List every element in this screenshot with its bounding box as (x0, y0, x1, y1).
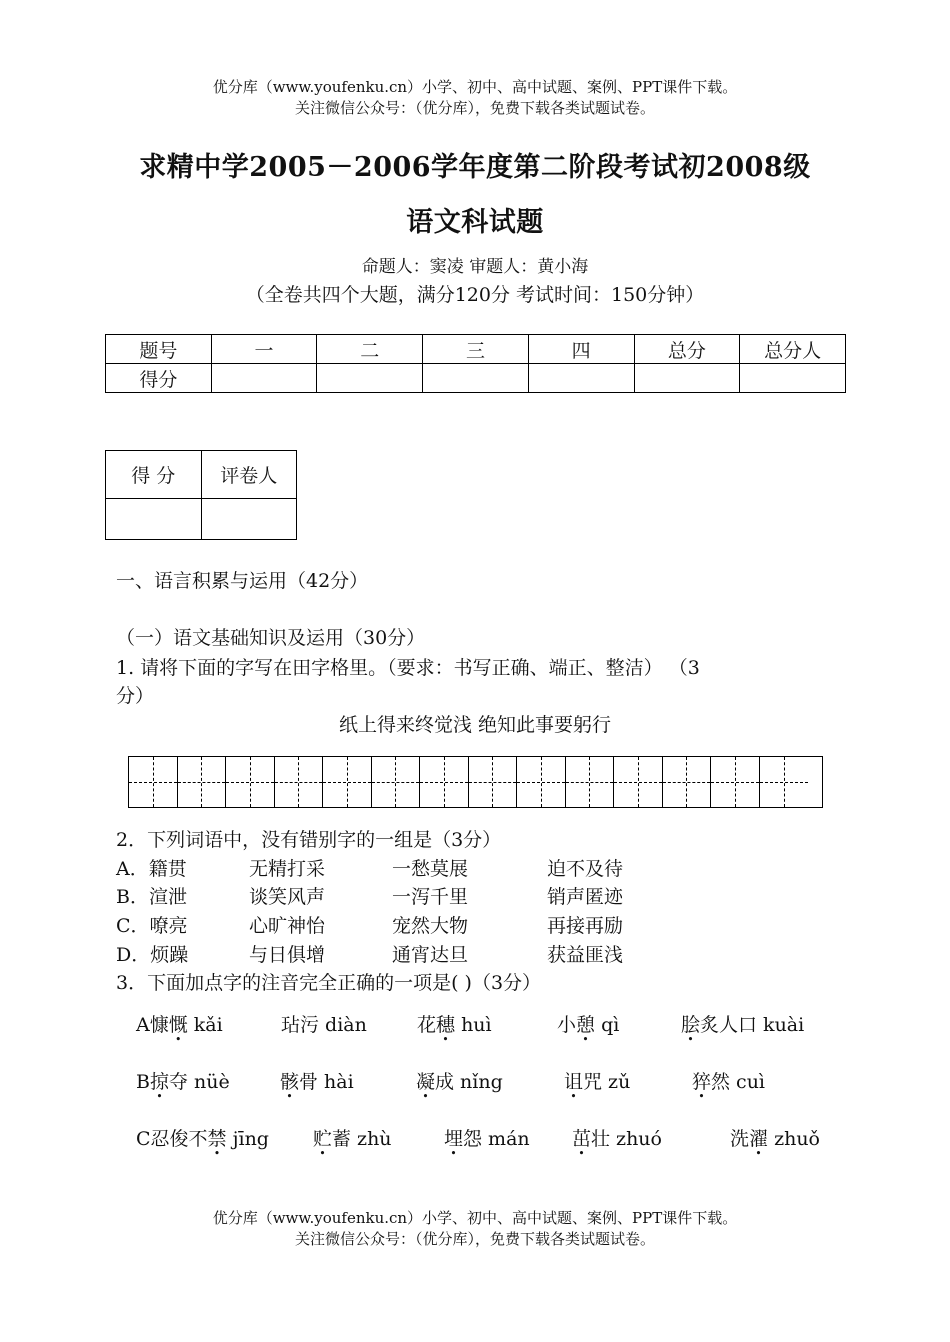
grader-table (105, 450, 297, 540)
q2-option-word: 迫不及待 (547, 858, 624, 880)
score-cell[interactable] (317, 364, 423, 393)
q2-option-word: 宠然大物 (392, 915, 469, 937)
grid-cell[interactable] (663, 757, 712, 807)
score-cell[interactable] (740, 364, 846, 393)
grid-cell[interactable] (469, 757, 518, 807)
item-text: 花 (417, 1014, 437, 1036)
q3-option-b (0, 1067, 950, 1097)
question-1-line-2: 分） (116, 685, 155, 707)
exam-title-line-2: 语文科试题 (406, 207, 544, 238)
score-table-header: 二 (317, 335, 423, 364)
q3-option-c (0, 1124, 950, 1154)
section-1-heading: 一、语言积累与运用（42分） (116, 570, 369, 592)
score-table-header: 四 (528, 335, 634, 364)
dotted-char: 埋 (444, 1128, 464, 1150)
q3-item (557, 1010, 619, 1037)
item-pinyin: qì (595, 1014, 620, 1036)
q2-option-b (116, 883, 623, 911)
item-pinyin: 炙人口 kuài (700, 1014, 805, 1036)
grid-cell[interactable] (711, 757, 760, 807)
subsection-1-heading: （一）语文基础知识及运用（30分） (116, 627, 426, 649)
dotted-char: 掠 (149, 1071, 169, 1093)
grid-cell[interactable] (517, 757, 566, 807)
q2-option-word: 通宵达旦 (392, 944, 469, 966)
q2-option-c (116, 912, 623, 940)
score-table-score-row (106, 364, 846, 393)
score-cell[interactable] (423, 364, 529, 393)
grid-cell[interactable] (323, 757, 372, 807)
dotted-char: 凝 (416, 1071, 436, 1093)
dotted-char: 茁 (572, 1128, 592, 1150)
q3-item (730, 1124, 820, 1151)
item-pinyin: huì (455, 1014, 492, 1036)
q3-item (280, 1067, 354, 1094)
q2-option-word: 无精打采 (249, 858, 326, 880)
dotted-char: 憩 (576, 1014, 596, 1036)
item-text: 玷污 (281, 1014, 326, 1036)
header-line-1: 优分库（www.youfenku.cn）小学、初中、高中试题、案例、PPT课件下载。 (212, 78, 738, 96)
item-pinyin: 咒 zǔ (583, 1071, 631, 1093)
score-table-header: 三 (423, 335, 529, 364)
q3-item (416, 1067, 503, 1094)
dotted-char: 濯 (749, 1128, 769, 1150)
item-pinyin: 骨 hài (299, 1071, 354, 1093)
q3-item (281, 1010, 367, 1037)
score-row-label: 得分 (106, 364, 212, 393)
q2-option-word: 销声匿迹 (547, 886, 624, 908)
score-table (105, 334, 846, 393)
item-pinyin: 壮 zhuó (591, 1128, 662, 1150)
grid-cell[interactable] (372, 757, 421, 807)
exam-info: （全卷共四个大题，满分120分 考试时间：150分钟） (245, 284, 705, 306)
score-table-header: 总分人 (740, 335, 846, 364)
q2-option-d (116, 941, 623, 969)
q2-option-word: 一泻千里 (392, 886, 469, 908)
item-pinyin: 夺 nüè (168, 1071, 230, 1093)
q3-item (681, 1010, 804, 1037)
tianzige-grid[interactable] (128, 756, 823, 808)
grid-cell[interactable] (275, 757, 324, 807)
q3-item (417, 1010, 492, 1037)
item-pinyin: zhuǒ (768, 1128, 820, 1150)
q2-option-word: 谈笑风声 (249, 886, 326, 908)
score-cell[interactable] (211, 364, 317, 393)
score-cell[interactable] (528, 364, 634, 393)
q3-item (313, 1124, 392, 1151)
q2-option-word: C．嘹亮 (116, 915, 188, 937)
item-pinyin: diàn (325, 1014, 367, 1036)
grid-cell[interactable] (129, 757, 178, 807)
item-pinyin: kǎi (187, 1014, 223, 1036)
dotted-char: 诅 (564, 1071, 584, 1093)
header-line-2: 关注微信公众号：（优分库），免费下载各类试题试卷。 (294, 99, 655, 117)
q3-item (692, 1067, 765, 1094)
dotted-char: 慨 (168, 1014, 188, 1036)
grid-cell[interactable] (178, 757, 227, 807)
dotted-char: 禁 (207, 1128, 227, 1150)
q3-item (564, 1067, 630, 1094)
item-pinyin: 然 cuì (711, 1071, 766, 1093)
q3-item (444, 1124, 530, 1151)
item-text: C忍俊不 (136, 1128, 208, 1150)
question-2: 2．下列词语中，没有错别字的一组是（3分） (116, 829, 502, 851)
item-text: 小 (557, 1014, 577, 1036)
q2-option-word: B．渲泄 (116, 886, 187, 908)
q2-option-word: D．烦躁 (116, 944, 189, 966)
q3-item (572, 1124, 662, 1151)
score-table-header: 总分 (634, 335, 740, 364)
grid-cell[interactable] (614, 757, 663, 807)
item-pinyin: 蓄 zhù (332, 1128, 392, 1150)
q2-option-a (116, 855, 623, 883)
item-pinyin: 怨 mán (463, 1128, 530, 1150)
dotted-char: 骸 (280, 1071, 300, 1093)
score-table-header-row (106, 335, 846, 364)
grid-cell[interactable] (566, 757, 615, 807)
question-1-line-1: 1. 请将下面的字写在田字格里。（要求：书写正确、端正、整洁） （3 (116, 657, 700, 679)
score-cell[interactable] (634, 364, 740, 393)
item-text: 洗 (730, 1128, 750, 1150)
question-1-text: 纸上得来终觉浅 绝知此事要躬行 (338, 714, 612, 736)
q3-item (136, 1067, 230, 1094)
q2-option-word: 再接再励 (547, 915, 624, 937)
item-pinyin: jīng (226, 1128, 269, 1150)
q2-option-word: 一愁莫展 (392, 858, 469, 880)
grader-name-cell[interactable] (201, 499, 297, 540)
grid-cell[interactable] (760, 757, 809, 807)
q2-option-word: A．籍贯 (116, 858, 187, 880)
q2-option-word: 获益匪浅 (547, 944, 624, 966)
exam-title-line-1: 求精中学2005－2006学年度第二阶段考试初2008级 (139, 152, 811, 183)
item-text: A慷 (136, 1014, 169, 1036)
q2-option-word: 与日俱增 (249, 944, 326, 966)
q2-option-word: 心旷神怡 (249, 915, 326, 937)
grader-score-label: 得 分 (106, 451, 202, 499)
footer-line-2: 关注微信公众号：（优分库），免费下载各类试题试卷。 (294, 1230, 655, 1248)
score-table-header: 一 (211, 335, 317, 364)
grid-cell[interactable] (226, 757, 275, 807)
q3-option-a (0, 1010, 950, 1040)
exam-authors: 命题人：窦凌 审题人：黄小海 (361, 257, 589, 277)
score-table-header: 题号 (106, 335, 212, 364)
grader-name-label: 评卷人 (201, 451, 297, 499)
q3-item (136, 1124, 269, 1151)
dotted-char: 猝 (692, 1071, 712, 1093)
dotted-char: 贮 (313, 1128, 333, 1150)
grader-score-cell[interactable] (106, 499, 202, 540)
footer-line-1: 优分库（www.youfenku.cn）小学、初中、高中试题、案例、PPT课件下载。 (212, 1209, 738, 1227)
question-3: 3．下面加点字的注音完全正确的一项是( )（3分） (116, 972, 542, 994)
item-pinyin: 成 nǐng (435, 1071, 503, 1093)
q3-item (136, 1010, 223, 1037)
item-text: B (136, 1071, 150, 1093)
dotted-char: 穗 (436, 1014, 456, 1036)
dotted-char: 脍 (681, 1014, 701, 1036)
grid-cell[interactable] (420, 757, 469, 807)
